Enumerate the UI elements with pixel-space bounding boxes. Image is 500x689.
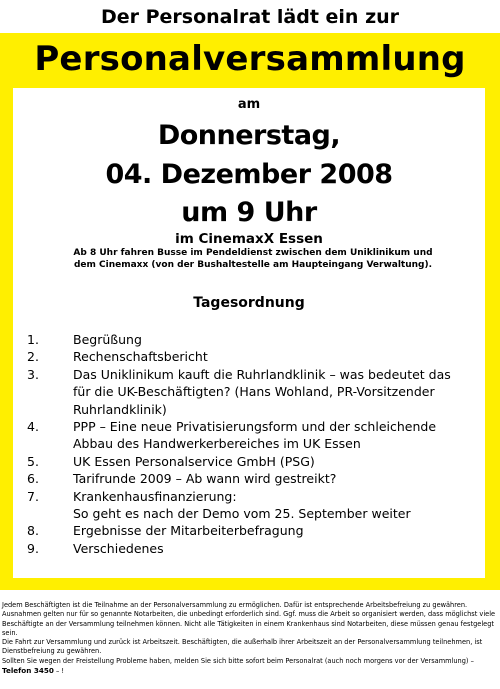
agenda-text: PPP – Eine neue Privatisierungsform und der schleichende Abbau des Handwerkerbereiches im UK Essen — [73, 419, 437, 452]
agenda-text: Rechenschaftsbericht — [73, 349, 208, 365]
agenda-text: Tarifrunde 2009 – Ab wann wird gestreikt? — [73, 471, 337, 487]
agenda-item — [27, 366, 467, 418]
agenda-number: 1. — [27, 332, 39, 347]
agenda-item — [27, 453, 467, 470]
agenda-text: Ergebnisse der Mitarbeiterbefragung — [73, 523, 304, 539]
agenda-item — [27, 348, 467, 365]
agenda-item — [27, 488, 467, 523]
agenda-number: 6. — [27, 471, 39, 487]
footer-notes — [2, 601, 496, 676]
footer-text-end: – ! — [55, 667, 65, 676]
agenda-item — [27, 540, 467, 557]
footer-paragraph: Die Fahrt zur Versammlung und zurück ist Arbeitszeit. Beschäftigten, die außerhalb ihrer Arbeitszeit an der Personalversammlung teilnehmen, ist Dienstbefreiung zu gewähren. — [2, 638, 483, 656]
event-time: um 9 Uhr — [181, 197, 317, 228]
agenda-text: UK Essen Personalservice GmbH (PSG) — [73, 453, 315, 469]
agenda-number: 9. — [27, 540, 39, 556]
footer-paragraph — [2, 657, 496, 677]
am-label: am — [237, 97, 261, 112]
agenda-number: 4. — [27, 419, 39, 435]
agenda-number: 2. — [27, 349, 39, 365]
invite-heading: Der Personalrat lädt ein zur — [100, 6, 400, 28]
event-location: im CinemaxX Essen — [175, 231, 323, 247]
agenda-item — [27, 470, 467, 487]
event-panel — [13, 88, 485, 578]
agenda-number: 7. — [27, 488, 39, 504]
event-date: 04. Dezember 2008 — [105, 159, 393, 190]
agenda-number: 8. — [27, 523, 39, 539]
agenda-title: Tagesordnung — [193, 295, 305, 311]
agenda-item — [27, 418, 467, 453]
weekday: Donnerstag, — [157, 120, 341, 151]
title-bar — [0, 33, 500, 88]
agenda-text: Krankenhausfinanzierung: So geht es nach der Demo vom 25. September weiter — [73, 488, 411, 522]
phone-number: Telefon 3450 — [2, 666, 54, 676]
agenda-item — [27, 331, 467, 348]
bus-note: Ab 8 Uhr fahren Busse im Pendeldienst zwischen dem Uniklinikum und dem Cinemaxx (von der Bushaltestelle am Haupteingang Verwaltung). — [73, 248, 433, 270]
footer-paragraph: Jedem Beschäftigten ist die Teilnahme an der Personalversammlung zu ermöglichen. Dafür ist entsprechende Arbeitsbefreiung zu gewähren. Ausnahmen gelten nur für so genannte Notarbeiten, die unbedingt erforderlich sind. Ggf. muss die Arbeit so organisiert werden, dass möglichst viele Beschäftigte an der Versammlung teilnehmen können. Nicht alle Tätigkeiten in einem Krankenhaus sind Notarbeiten, diese müssen genau festgelegt sein. — [2, 601, 496, 637]
agenda-text: Das Uniklinikum kauft die Ruhrlandklinik – was bedeutet das für die UK-Beschäftigten? (Hans Wohland, PR-Vorsitzender Ruhrlandklinik) — [73, 366, 451, 417]
agenda-text: Verschiedenes — [73, 540, 164, 556]
page-title: Personalversammlung — [34, 39, 466, 79]
footer-text: Sollten Sie wegen der Freistellung Probleme haben, melden Sie sich bitte sofort beim Personalrat (auch noch morgens vor der Versammlung) – — [2, 656, 474, 665]
agenda-list — [27, 331, 467, 557]
agenda-item — [27, 522, 467, 539]
agenda-text: Begrüßung — [73, 332, 142, 347]
agenda-number: 3. — [27, 366, 39, 382]
agenda-number: 5. — [27, 453, 39, 469]
